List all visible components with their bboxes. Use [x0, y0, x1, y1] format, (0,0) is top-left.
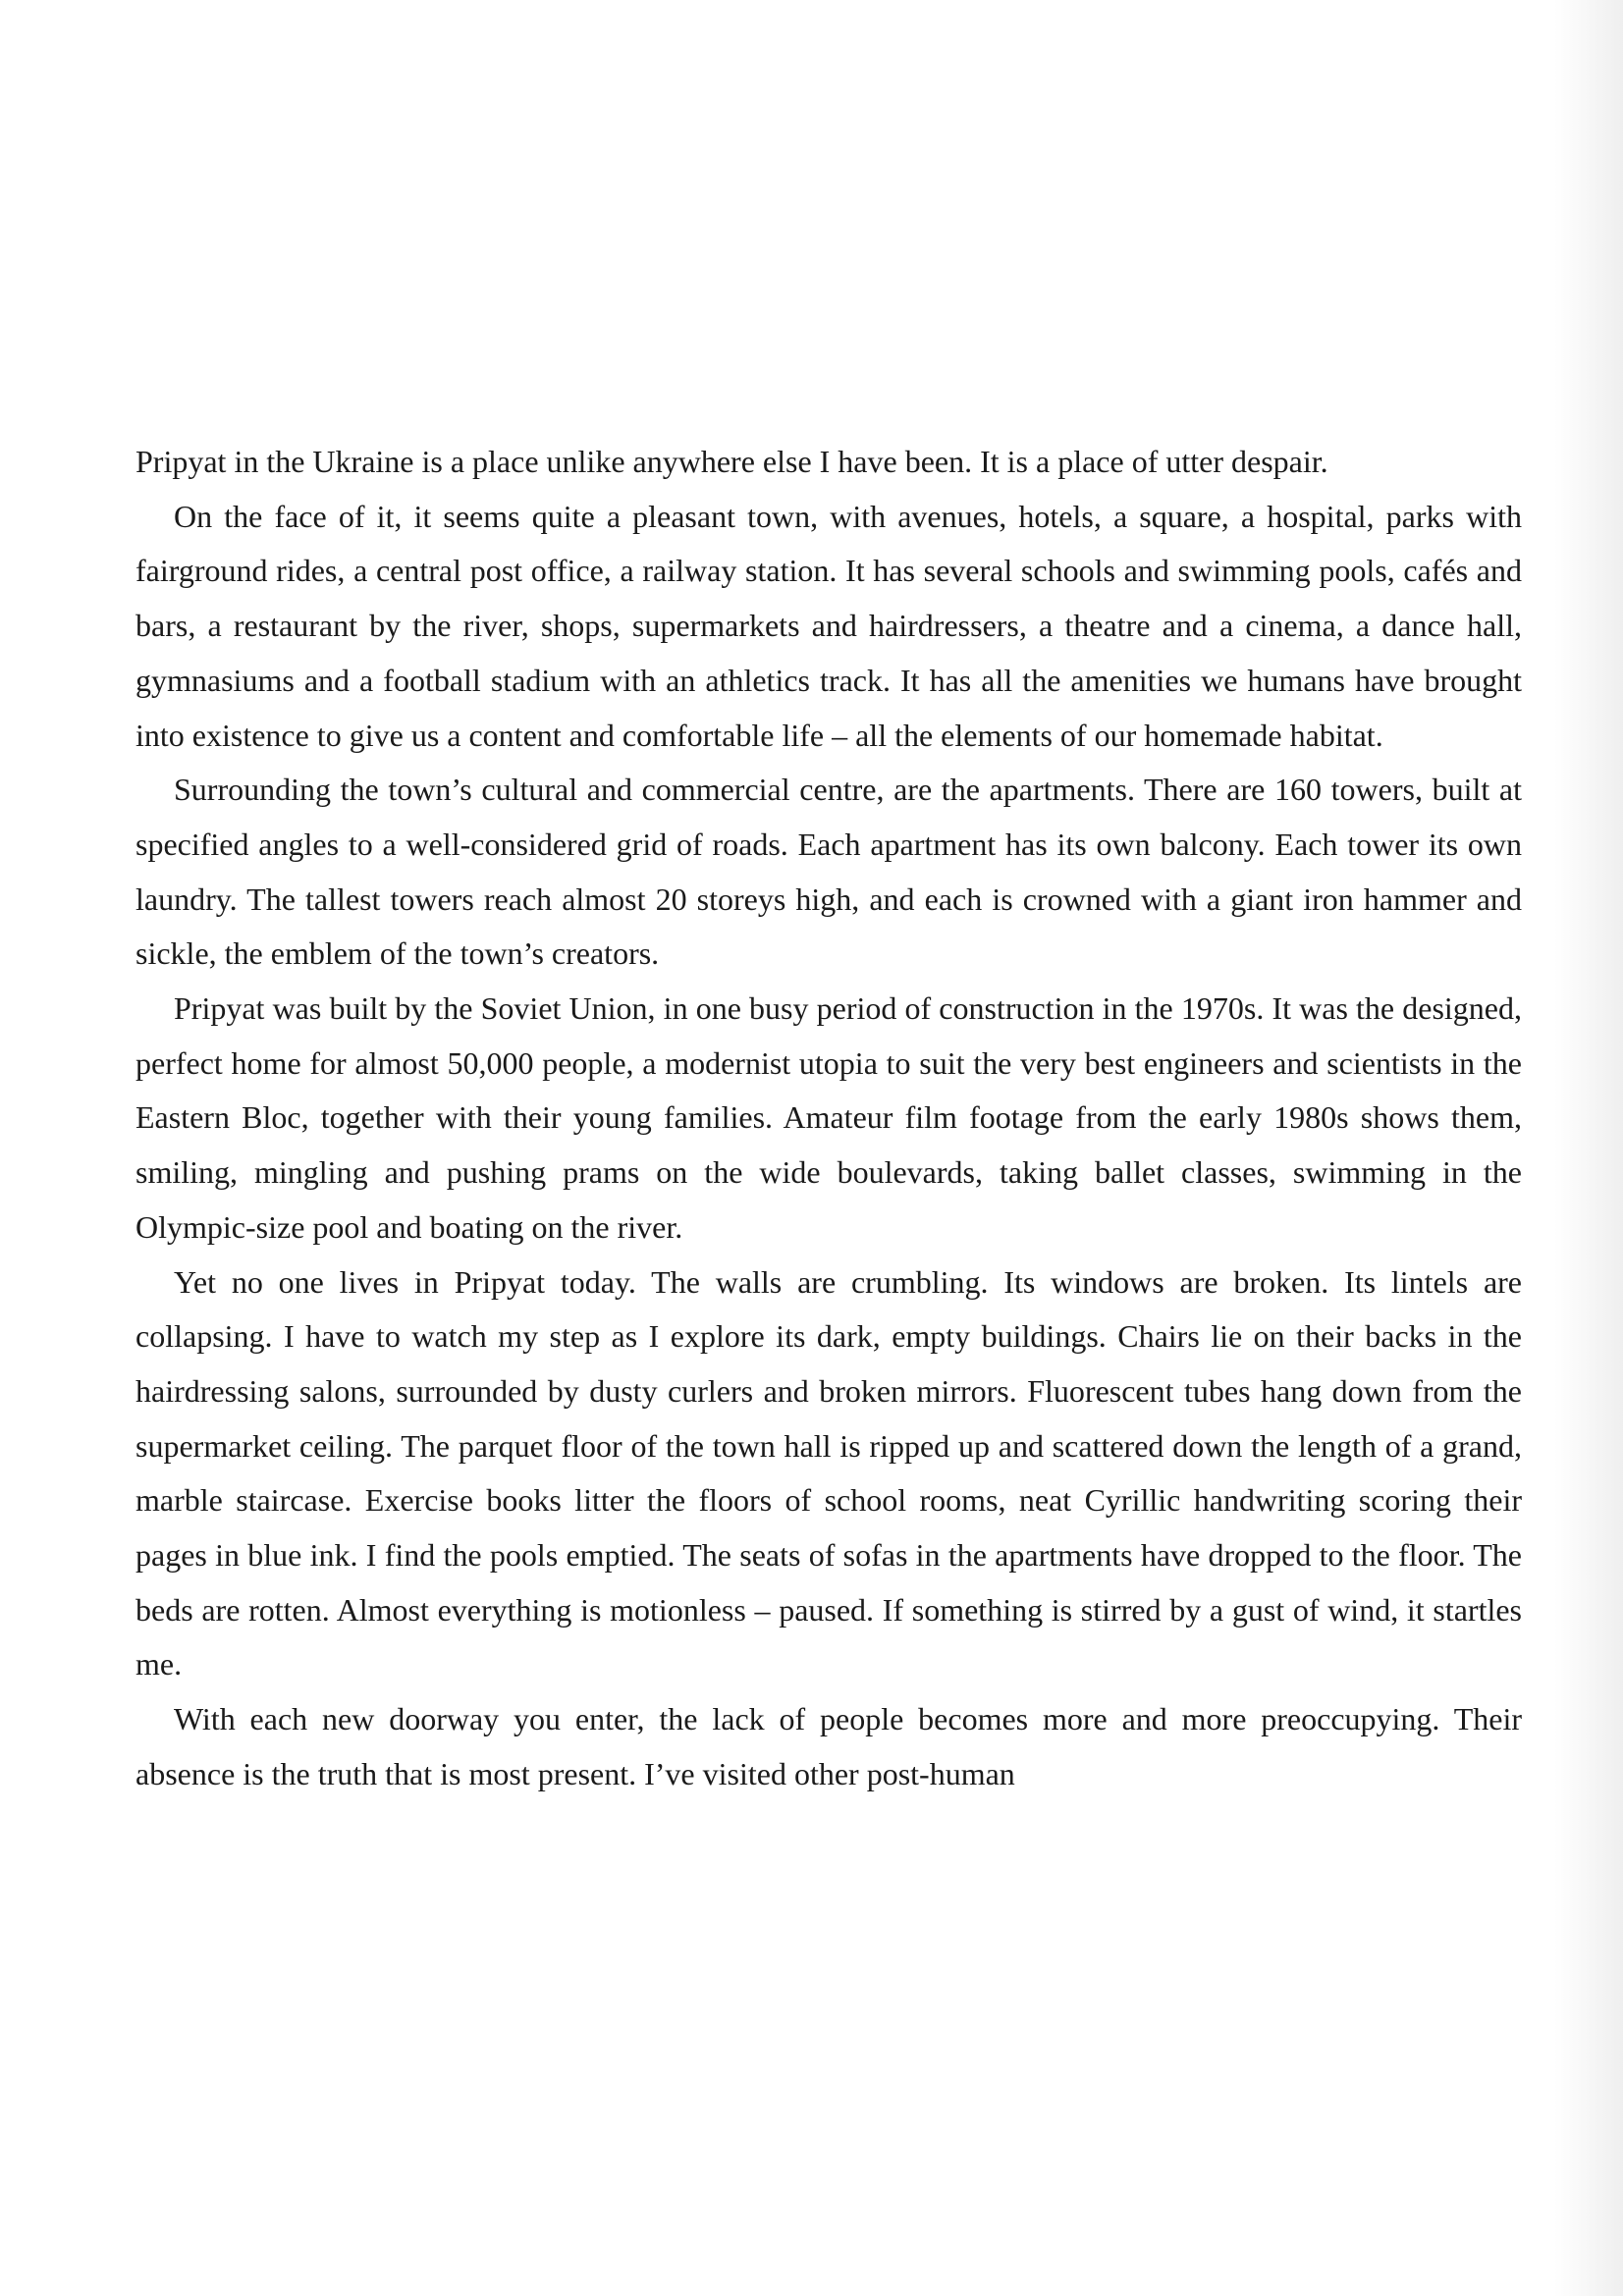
paragraph-4: Pripyat was built by the Soviet Union, in one busy period of construction in the 1970s. It was the designed, perfect home for almost 50,000 people, a modernist utopia to suit the very best engineers and scientists in the Eastern Bloc, together with their young families. Amateur film footage from the early 1980s shows them, smiling, mingling and pushing prams on the wide boulevards, taking ballet classes, swimming in the Olympic-size pool and boating on the river.: [135, 990, 1522, 1245]
paragraph-5: Yet no one lives in Pripyat today. The walls are crumbling. Its windows are broken. Its lintels are collapsing. I have to watch my step as I explore its dark, empty buildings. Chairs lie on their backs in the hairdressing salons, surrounded by dusty curlers and broken mirrors. Fluorescent tubes hang down from the supermarket ceiling. The parquet floor of the town hall is ripped up and scattered down the length of a grand, marble staircase. Exercise books litter the floors of school rooms, neat Cyrillic handwriting scoring their pages in blue ink. I find the pools emptied. The seats of sofas in the apartments have dropped to the floor. The beds are rotten. Almost everything is motionless – paused. If something is stirred by a gust of wind, it startles me.: [135, 1263, 1522, 1682]
paragraph-2: On the face of it, it seems quite a pleasant town, with avenues, hotels, a square, a hospital, parks with fairground rides, a central post office, a railway station. It has several schools and swimming pools, cafés and bars, a restaurant by the river, shops, supermarkets and hairdressers, a theatre and a cinema, a dance hall, gymnasiums and a football stadium with an athletics track. It has all the amenities we humans have brought into existence to give us a content and comfortable life – all the elements of our homemade habitat.: [135, 498, 1522, 753]
paragraph-1: Pripyat in the Ukraine is a place unlike anywhere else I have been. It is a place of utter despair.: [135, 444, 1328, 479]
paragraph-3: Surrounding the town’s cultural and commercial centre, are the apartments. There are 160 towers, built at specified angles to a well-considered grid of roads. Each apartment has its own balcony. Each tower its own laundry. The tallest towers reach almost 20 storeys high, and each is crowned with a giant iron hammer and sickle, the emblem of the town’s creators.: [135, 772, 1522, 972]
paragraph-6: With each new doorway you enter, the lack of people becomes more and more preoccupying. Their absence is the truth that is most present. I’ve visited other post-human: [135, 1701, 1522, 1791]
page-edge-shadow: [1554, 0, 1623, 2296]
body-text: [135, 435, 1522, 1802]
